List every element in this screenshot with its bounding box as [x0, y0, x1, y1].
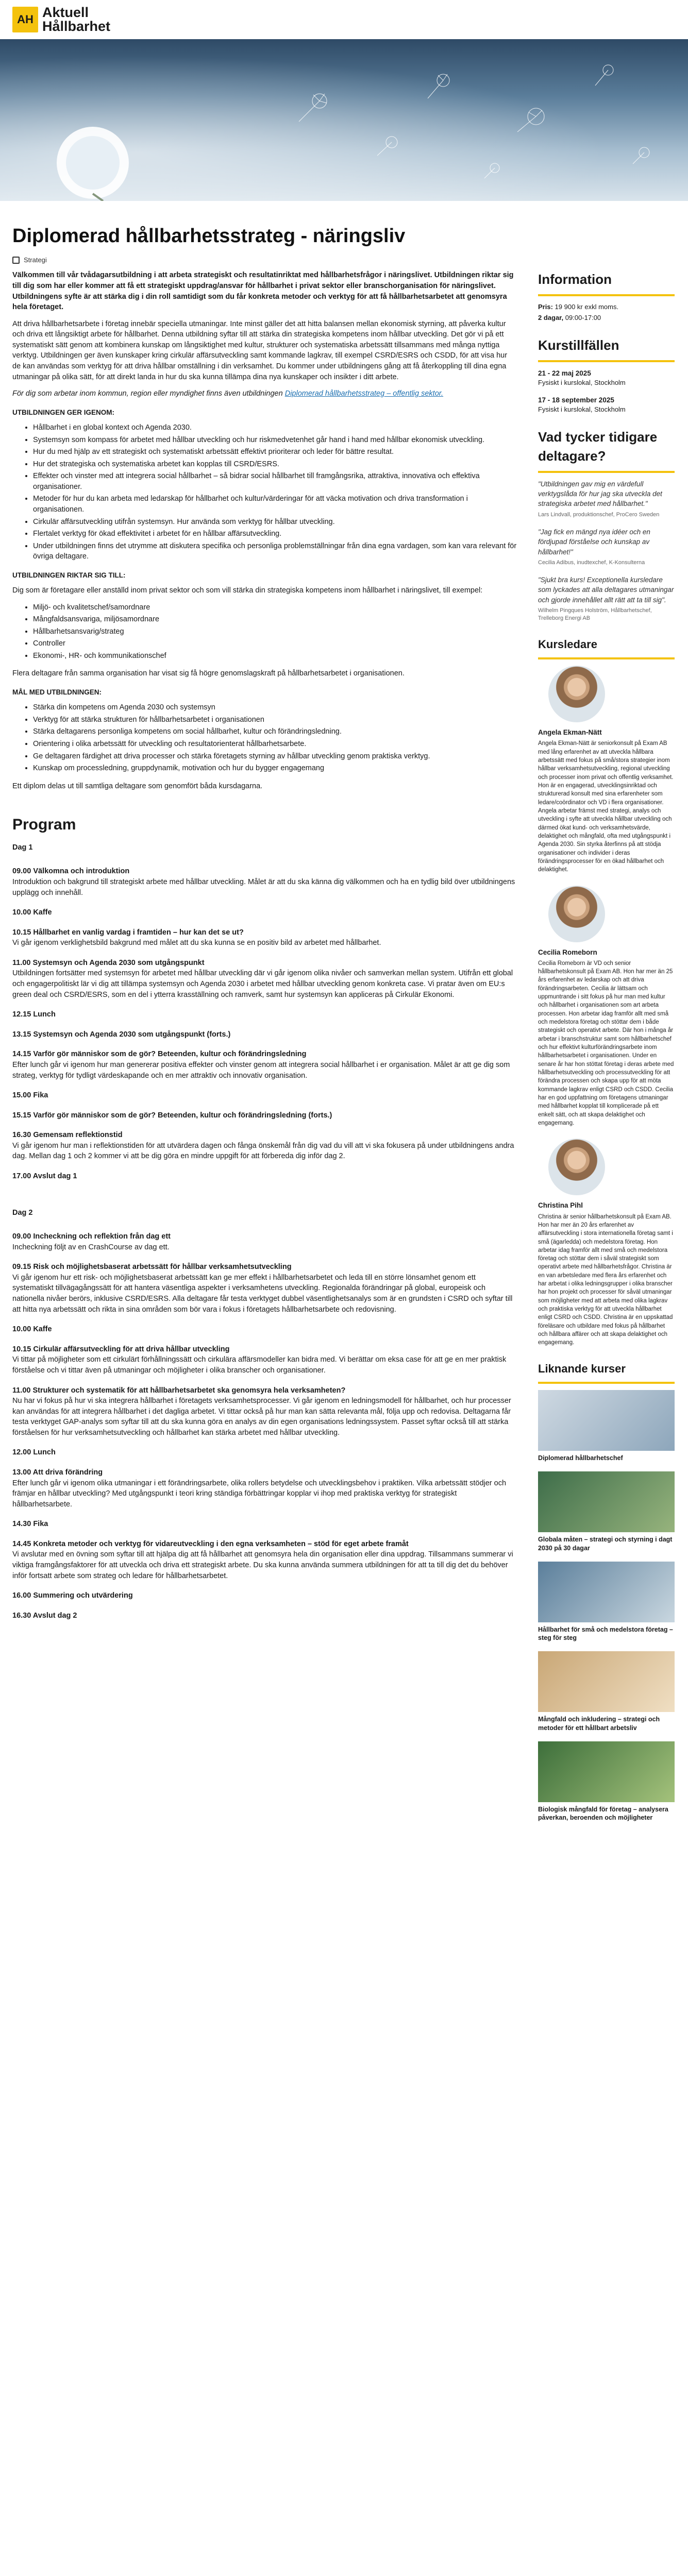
- logo-line-2: Hållbarhet: [42, 19, 111, 34]
- accent-bar: [538, 657, 675, 659]
- leader-bio: Cecilia Romeborn är VD och senior hållbarhetskonsult på Exam AB. Hon har mer än 25 års erfarenhet av ledarskap och att driva förändringsarbeten. Cecilia är lättsam och uppmuntrande i sitt fokus på hur man med kultur och hållbarhet i organisationen som art arbeta processen. Hon arbetar idag framför allt med små och medelstora företag och stöttar dem i både strategiskt och operativt arbete. Där hon i många år arbetar i branschstruktur samt som hållbarhetschef och hur effektivt kulturförändringsarbete inom hållbarhetsarbetet i organisationen. Under en senare år har hon stöttat företag i deras arbete med hållbarhetsutveckling och processutveckling för att förändra processen och skapa upp för att möta kommande lagkrav enligt CSRD och CSDD. Cecilia har en god uppfattning om företagens utmaningar med hållbarhet kopplat till komplicerade på ett enkelt sätt, och att skapa delaktighet och engagemang.: [538, 960, 674, 1127]
- audience-note: Flera deltagare från samma organisation har visat sig få högre genomslagskraft på hållbarhetsarbetet i organisationen.: [12, 669, 405, 678]
- related-course-card[interactable]: [538, 1741, 675, 1822]
- session: [12, 866, 517, 898]
- intro-italic-text: För dig som arbetar inom kommun, region eller myndighet finns även utbildningen: [12, 389, 285, 398]
- info-box: [538, 270, 675, 323]
- session-desc: Vi tittar på möjligheter som ett cirkulärt förhållningssätt och cirkulära affärsmodeller kan bidra med. Vi berättar om eksa case för att ge en mer praktisk förståelse och vi tittar även på utmaningar och möjligheter i olika branscher och organisationer.: [12, 1355, 507, 1375]
- course-title[interactable]: Biologisk mångfald för företag – analysera påverkan, beroenden och möjligheter: [538, 1805, 668, 1821]
- day-2-heading: Dag 2: [12, 1208, 33, 1217]
- info-heading: Information: [538, 272, 612, 287]
- dates-box: [538, 336, 675, 414]
- page-title: Diplomerad hållbarhetsstrateg - näringsliv: [12, 225, 406, 247]
- session-desc: Vi avslutar med en övning som syftar till att hjälpa dig att få hållbarhet att genomsyra hela din organisation eller dina uppdrag. Tillsammans summerar vi viktiga framgångsfaktorer för att utveckla och driva ett strategiskt arbete. Du ska kunna använda summera utbildningen för att ta till dig det du behöver inför fortsatt arbete som strateg och ledare för hållbarhetsarbetet.: [12, 1550, 513, 1580]
- price-label: Pris:: [538, 303, 553, 311]
- avatar: [548, 886, 605, 942]
- list-item: • Effekter och vinster med att integrera social hållbarhet – så bidrar social hållbarhet till framgångsrika, attraktiva, innovativa och effektiva organisationer.: [33, 471, 517, 492]
- list-item: • Kunskap om processledning, gruppdynamik, motivation och hur du bygger engagemang: [33, 763, 517, 774]
- session-title: 12.00 Lunch: [12, 1448, 56, 1457]
- list-item: • Under utbildningen finns det utrymme att diskutera specifika och personliga problemställningar från dina egna vardagen, som kan vara relevant för övriga deltagare.: [33, 541, 517, 562]
- category-tag[interactable]: [0, 256, 688, 270]
- session-title: 12.15 Lunch: [12, 1010, 56, 1019]
- session: [12, 1385, 517, 1438]
- list-item: • Flertalet verktyg för ökad effektivitet i arbetet för en hållbar affärsutveckling.: [33, 529, 517, 539]
- session-desc: Vi går igenom verklighetsbild bakgrund med målet att du ska kunna se en positiv bild av arbetet med hållbarhet.: [12, 939, 381, 947]
- course-thumbnail: [538, 1651, 675, 1712]
- session: [12, 1519, 517, 1530]
- related-course-card[interactable]: [538, 1562, 675, 1642]
- session-desc: Nu har vi fokus på hur vi ska integrera hållbarhet i företagets verksamhetsprocesser. Vi går igenom en ledningsmodell för hållbarhet, och hur processer kan användas för att integrera hållbarhet i det dagliga arbetet. Vi tittar också på hur man kan sätta relevanta mål, följa upp och redovisa. Deltagarna får testa verktyget GAP-analys som syftar till att du ska kunna göra en analys av din egen organisations ledningssystem. Passet syftar också till att stärka förståelsen för hur verksamhetsutveckling och hållbarhet kan stärka arbetet med hållbar utveckling.: [12, 1397, 511, 1437]
- session-title: 11.00 Systemsyn och Agenda 2030 som utgångspunkt: [12, 958, 205, 967]
- session-desc: Utbildningen fortsätter med systemsyn för arbetet med hållbar utveckling där vi går igenom olika nivåer och samverkan mellan system. Utifrån ett global och engagerpolitiskt lär vi dig att tillämpa systemsyn och Agenda 2030 i arbetet med hållbar utveckling genom konkreta case. Vi pratar även om EU:s green deal och CSRD/ESRS, som en del i ytterra krasställning och ramverk, samt hur systemsyn kan appliceras på Cirkulär Ekonomi.: [12, 969, 513, 999]
- related-courses-heading: Liknande kurser: [538, 1362, 626, 1375]
- session: [12, 1009, 517, 1020]
- learn-list: [12, 422, 517, 562]
- session-title: 15.00 Fika: [12, 1091, 48, 1100]
- day-1-sessions: [12, 866, 517, 1181]
- session-title: 13.15 Systemsyn och Agenda 2030 som utgångspunkt (forts.): [12, 1030, 231, 1039]
- session: [12, 1344, 517, 1376]
- list-item: • Miljö- och kvalitetschef/samordnare: [33, 602, 517, 613]
- logo-mark: AH: [12, 7, 38, 32]
- audience-text: Dig som är företagare eller anställd inom privat sektor och som vill stärka din strategiska kompetens inom hållbarhet i näringslivet, till exempel:: [12, 586, 483, 595]
- folder-icon: [12, 257, 20, 264]
- duration-line: [538, 313, 675, 323]
- session-title: 10.15 Cirkulär affärsutveckling för att driva hållbar utveckling: [12, 1345, 230, 1353]
- session: [12, 1231, 517, 1252]
- list-item: • Systemsyn som kompass för arbetet med hållbar utveckling och hur riskmedvetenhet går hand i hand med hållbar ekonomisk utveckling.: [33, 435, 517, 446]
- list-item: • Controller: [33, 638, 517, 649]
- list-item: • Hur du med hjälp av ett strategiskt och systematiskt arbetssätt effektivt prioriterar och leder för bättre resultat.: [33, 447, 517, 457]
- course-title[interactable]: Mångfald och inkludering – strategi och metoder för ett hållbart arbetsliv: [538, 1716, 660, 1732]
- session: [12, 1090, 517, 1101]
- category-label: Strategi: [24, 256, 47, 264]
- accent-bar: [538, 471, 675, 473]
- session-desc: Vi går igenom hur ett risk- och möjlighetsbaserat arbetssätt kan ge mer effekt i hållbarhetsarbetet och leda till en större lönsamhet genom ett systematiskt tillvägagångssätt för att hantera väsentliga aspekter i verksamhetens utveckling. Regionalda förändringar på global, europeisk och nationella nivåer berörs, inklusive CSRD/ESRS. Alla deltagare får testa verktyget dubbel väsentlighetsanalys som är en grundsten i CSRD och syftar till att hitta nya arbetssätt och rikta in sina områden som bör vara i fokus i företagets hållbarhetsarbete och redovisning.: [12, 1273, 513, 1314]
- leaders-box: [538, 636, 675, 1347]
- related-course-card[interactable]: [538, 1471, 675, 1552]
- leader-bio: Angela Ekman-Nätt är seniorkonsult på Exam AB med lång erfarenhet av att utveckla hållbara arbetssätt med fokus på små/stora strategier inom hållbar verksamhetsutveckling, regional utveckling och processer inom privat och offentlig verksamhet. Hon är en engagerad, utvecklingsinriktad och strukturerad konsult med sina erfarenheter som ledare/coördinator och VD i flera organisationer. Angela arbetar främst med strategi, analys och utveckling i syfte att utveckla hållbar utveckling och därmed ökat kund- och verksamhetsvärde, delaktighet och mångfald, ofta med utgångspunkt i Agenda 2030. Sin styrka återfinns på att stödja organisationer och individer i deras förändringsprocesser för en ökad hållbarhet och delaktighet.: [538, 740, 674, 873]
- session-title: 16.30 Avslut dag 2: [12, 1611, 77, 1620]
- goals-heading: MÅL MED UTBILDNINGEN:: [12, 688, 102, 697]
- leaders-heading: Kursledare: [538, 638, 597, 651]
- session-title: 16.00 Summering och utvärdering: [12, 1591, 133, 1600]
- dates-heading: Kurstillfällen: [538, 337, 619, 353]
- learn-heading: UTBILDNINGEN GER IGENOM:: [12, 408, 114, 416]
- course-leader: [538, 666, 675, 874]
- accent-bar: [538, 360, 675, 362]
- course-thumbnail: [538, 1390, 675, 1451]
- testimonials-heading: Vad tycker tidigare deltagare?: [538, 429, 658, 464]
- leader-name: Cecilia Romeborn: [538, 948, 597, 956]
- session-title: 14.30 Fika: [12, 1520, 48, 1529]
- accent-bar: [538, 294, 675, 296]
- related-courses-box: [538, 1361, 675, 1822]
- session-title: 13.00 Att driva förändring: [12, 1468, 103, 1477]
- testimonial-quote: "Jag fick en mängd nya idéer och en fördjupad förståelse och kunskap av hållbarhet!": [538, 528, 650, 556]
- list-item: • Ge deltagaren färdighet att driva processer och stärka företagets styrning av hållbar utveckling genom praktiska verktyg.: [33, 751, 517, 762]
- session: [12, 1029, 517, 1040]
- audience-list: [12, 602, 517, 662]
- goals-list: [12, 702, 517, 773]
- session: [12, 1110, 517, 1121]
- course-title[interactable]: Globala måten – strategi och styrning i dagt 2030 på 30 dagar: [538, 1536, 673, 1552]
- session: [12, 1539, 517, 1581]
- session-title: 14.15 Varför gör människor som de gör? Beteenden, kultur och förändringsledning: [12, 1050, 307, 1059]
- session-desc: Vi går igenom hur man i reflektionstiden för att utvärdera dagen och fånga önskemål från dig vad du vill att vi ska fokusera på under utbildningens andra dag. Mellan dag 1 och 2 kommer vi att be dig göra en mindre uppgift för att förbereda dig inför dag 2.: [12, 1141, 514, 1161]
- duration-label: 2 dagar,: [538, 313, 564, 321]
- list-item: • Mångfaldsansvariga, miljösamordnare: [33, 614, 517, 625]
- related-course-card[interactable]: [538, 1651, 675, 1732]
- session: [12, 958, 517, 1000]
- course-thumbnail: [538, 1471, 675, 1532]
- course-leader: [538, 1139, 675, 1347]
- course-thumbnail: [538, 1562, 675, 1622]
- session: [12, 1049, 517, 1081]
- accent-bar: [538, 1382, 675, 1384]
- avatar: [548, 1139, 605, 1195]
- program-heading: Program: [12, 816, 76, 834]
- leader-name: Angela Ekman-Nätt: [538, 728, 602, 737]
- course-date[interactable]: 21 - 22 maj 2025: [538, 369, 591, 378]
- session: [12, 907, 517, 918]
- avatar: [548, 666, 605, 722]
- intro-body: Att driva hållbarhetsarbete i företag innebär speciella utmaningar. Inte minst gäller det att hitta balansen mellan ekonomisk styrning, att påverka kultur och driva ett långsiktigt arbete för hållbarhet. Denna utbildning syftar till att stärka din strategiska kompetens inom hållbar utveckling. Det gör vi på ett systematiskt sätt genom att kombinera kunskap om långsiktighet med kultur, strukturer och systematiska arbetssätt tillsammans med många nyttiga verktyg. Utbildningen ger även kunskaper kring cirkulär affärsutveckling samt kommande lagkrav, till exempel CSRD/ESRS och CSDD, för att visa hur de kan användas som verktyg för att driva hållbar omställning i din verksamhet. Du kommer under utbildningens gång att få återkoppling till dina egna utmaningar på olika sätt, för att direkt landa in hur du ska kunna tillämpa dina nya kunskaper och insikter i ditt arbete.: [12, 319, 508, 381]
- session-desc: Introduktion och bakgrund till strategiskt arbete med hållbar utveckling. Målet är att du ska känna dig välkommen och ha en tydlig bild över utbildningens upplägg och innehåll.: [12, 878, 515, 897]
- list-item: • Hållbarhet i en global kontext och Agenda 2030.: [33, 422, 517, 433]
- public-sector-course-link[interactable]: Diplomerad hållbarhetsstrateg – offentlig sektor.: [284, 389, 444, 398]
- course-leader: [538, 886, 675, 1128]
- related-course-card[interactable]: [538, 1390, 675, 1462]
- session-title: 16.30 Gemensam reflektionstid: [12, 1131, 123, 1140]
- course-place: Fysiskt i kurslokal, Stockholm: [538, 379, 626, 387]
- dandelion-seeds-illustration: [0, 39, 688, 201]
- course-place: Fysiskt i kurslokal, Stockholm: [538, 405, 626, 413]
- testimonial-source: Lars Lindvall, produktionschef, ProCero Sweden: [538, 511, 660, 518]
- session: [12, 1130, 517, 1162]
- session-title: 15.15 Varför gör människor som de gör? Beteenden, kultur och förändringsledning (forts.): [12, 1111, 332, 1120]
- leader-bio: Christina är senior hållbarhetskonsult på Exam AB. Hon har mer än 20 års erfarenhet av affärsutveckling i stora internationella företag samt i små (ägarledda) och medelstora företag. Hon arbetar idag framför allt med små och medelstora företag och stöttar dem i såväl strategiskt som operativt arbete med hållbarhetsfrågor. Christina är en van arbetsledare med flera års erfarenhet och har arbetat i olika ledningsgrupper i olika branscher har hon projekt och processer för såväl utmaningar som möjligheter med att arbeta med olika lagkrav och praktiska verktyg för att utveckla hållbarhet enligt CSRD och CSDD. Christina är en uppskattad föreläsare och utbildare med fokus på hållbarhet och hållbara affärer och att skapa delaktighet och engagemang.: [538, 1213, 673, 1346]
- list-item: • Stärka deltagarens personliga kompetens om social hållbarhet, kultur och förändringsledning.: [33, 726, 517, 737]
- price-value: 19 900 kr exkl moms.: [555, 303, 619, 311]
- testimonial-quote: "Sjukt bra kurs! Exceptionella kursledare som lyckades att alla deltagares utmaningar och gjorde innehållet allt rätt att ta till sig".: [538, 576, 674, 604]
- list-item: • Hur det strategiska och systematiska arbetet kan kopplas till CSRD/ESRS.: [33, 459, 517, 470]
- logo-text: [42, 6, 110, 33]
- list-item: • Verktyg för att stärka strukturen för hållbarhetsarbetet i organisationen: [33, 715, 517, 725]
- session-desc: Efter lunch går vi igenom olika utmaningar i ett förändringsarbete, olika rollers betydelse och utvecklingsbehov i praktiken. Vilka arbetssätt stödjer och främjar en hållbar utveckling? Med utgångspunkt i teori kring ständiga förbättringar kopplar vi ihop med praktiska verktyg för strategiskt hållbarhetsarbete.: [12, 1479, 507, 1509]
- session: [12, 927, 517, 948]
- course-title[interactable]: Diplomerad hållbarhetschef: [538, 1454, 623, 1462]
- list-item: • Ekonomi-, HR- och kommunikationschef: [33, 651, 517, 662]
- session: [12, 1262, 517, 1315]
- session-title: 10.15 Hållbarhet en vanlig vardag i framtiden – hur kan det se ut?: [12, 928, 244, 937]
- leader-name: Christina Pihl: [538, 1201, 583, 1210]
- session-title: 10.00 Kaffe: [12, 1325, 52, 1334]
- list-item: • Metoder för hur du kan arbeta med ledarskap för hållbarhet och kultur/värderingar för att väcka motivation och driva transformation i organisationen.: [33, 494, 517, 515]
- list-item: • Orientering i olika arbetssätt för utveckling och resultatorienterat hållbarhetsarbete.: [33, 739, 517, 750]
- sidebar: [538, 270, 675, 1835]
- session: [12, 1447, 517, 1458]
- list-item: • Stärka din kompetens om Agenda 2030 och systemsyn: [33, 702, 517, 713]
- testimonial-quote: "Utbildningen gav mig en värdefull verktygslåda för hur jag ska utveckla det strategiska arbetet med hållbarhet.": [538, 480, 662, 508]
- session-title: 11.00 Strukturer och systematik för att hållbarhetsarbetet ska genomsyra hela verksamheten?: [12, 1386, 346, 1395]
- site-header: [0, 0, 688, 39]
- intro-lead: Välkommen till vår tvådagarsutbildning i att arbeta strategiskt och resultatinriktat med hållbarhetsfrågor i näringslivet. Utbildningen riktar sig till dig som har eller kommer att få ett strategiskt uppdrag/ansvar för hållbarhet i privat sektor eller branschorganisation för näringslivet. Utbildningens syfte är att stärka dig i din roll samtidigt som du får konkreta metoder och verktyg för att få hållbarhetsarbetet att genomsyra hela företaget.: [12, 271, 514, 312]
- session: [12, 1324, 517, 1335]
- session: [12, 1590, 517, 1601]
- session-title: 14.45 Konkreta metoder och verktyg för vidareutveckling i den egna verksamheten – stöd för eget arbete framåt: [12, 1539, 409, 1548]
- audience-heading: UTBILDNINGEN RIKTAR SIG TILL:: [12, 571, 126, 579]
- session-desc: Incheckning följt av en CrashCourse av dag ett.: [12, 1243, 170, 1251]
- logo-line-1: Aktuell: [42, 5, 89, 20]
- session-title: 09.15 Risk och möjlighetsbaserat arbetssätt för hållbar verksamhetsutveckling: [12, 1263, 292, 1272]
- testimonials-box: [538, 428, 675, 623]
- list-item: • Hållbarhetsansvarig/strateg: [33, 626, 517, 637]
- session-title: 10.00 Kaffe: [12, 908, 52, 917]
- session: [12, 1611, 517, 1621]
- intro-italic: [12, 388, 517, 399]
- hero-image: [0, 39, 688, 201]
- session-title: 17.00 Avslut dag 1: [12, 1172, 77, 1180]
- session-title: 09.00 Incheckning och reflektion från dag ett: [12, 1232, 171, 1241]
- course-title[interactable]: Hållbarhet för små och medelstora företag – steg för steg: [538, 1625, 673, 1641]
- session: [12, 1467, 517, 1510]
- course-thumbnail: [538, 1741, 675, 1802]
- price-line: [538, 302, 675, 312]
- session: [12, 1171, 517, 1182]
- testimonial-source: Cecilia Adibus, inudtexchef, K-Konsulterna: [538, 559, 645, 566]
- day-2-sessions: [12, 1231, 517, 1621]
- course-date[interactable]: 17 - 18 september 2025: [538, 396, 614, 404]
- site-logo[interactable]: [12, 6, 110, 33]
- testimonial-source: Wilhelm Pingques Holström, Hållbarhetschef, Trelleborg Energi AB: [538, 607, 652, 622]
- closing-text: Ett diplom delas ut till samtliga deltagare som genomfört båda kursdagarna.: [12, 782, 263, 790]
- article-body: [12, 270, 517, 1835]
- duration-value: 09:00-17:00: [565, 313, 601, 321]
- session-desc: Efter lunch går vi igenom hur man genererar positiva effekter och vinster genom att integrera social hållbarhet i er organisation. Målet är att ge dig som strateg, verktyg för tydligt värdeskapande och en mer attraktiv och innovativ organisation.: [12, 1060, 510, 1080]
- session-title: 09.00 Välkomna och introduktion: [12, 867, 130, 876]
- list-item: • Cirkulär affärsutveckling utifrån systemsyn. Hur använda som verktyg för hållbar utveckling.: [33, 517, 517, 528]
- day-1-heading: Dag 1: [12, 843, 33, 852]
